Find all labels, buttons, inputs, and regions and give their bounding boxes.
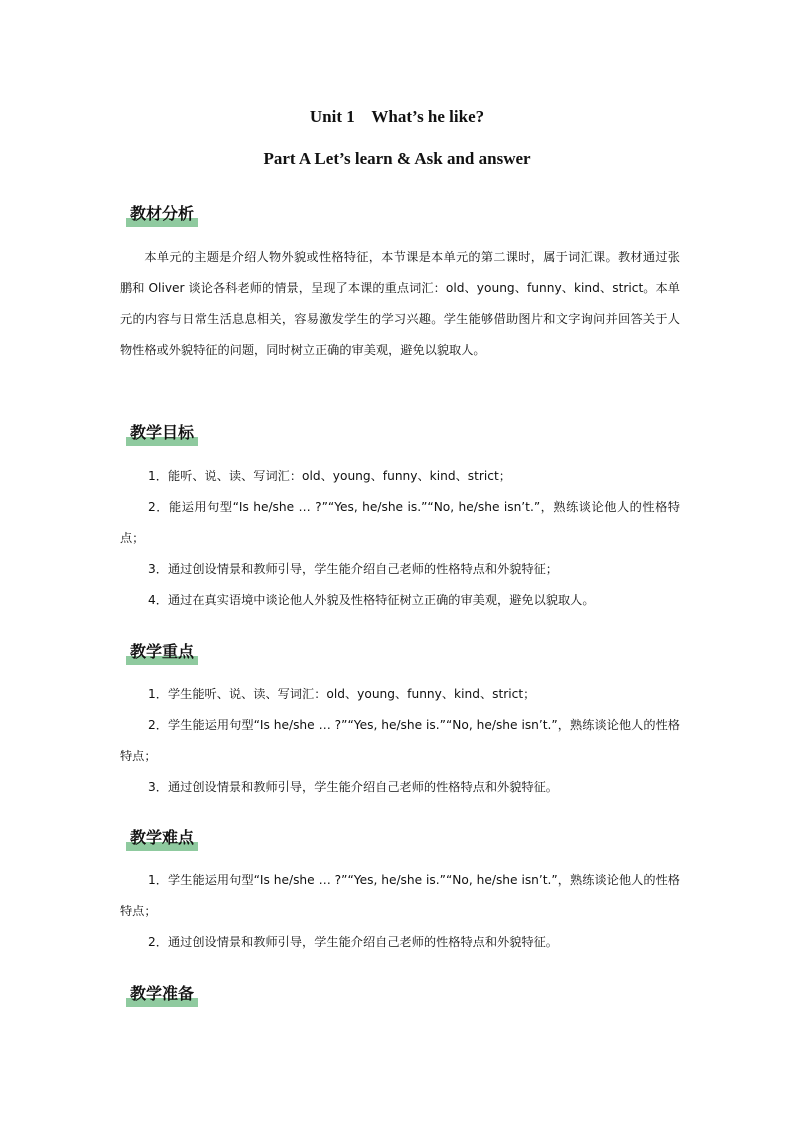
section-heading-difficulties: 教学难点	[126, 827, 198, 851]
objectives-list	[120, 461, 680, 616]
list-item: 3．通过创设情景和教师引导，学生能介绍自己老师的性格特点和外貌特征。	[148, 780, 558, 794]
document-title: Unit 1 What’s he like?	[309, 107, 485, 126]
key-points-list	[120, 679, 680, 803]
list-item: 1．学生能听、说、读、写词汇：old、young、funny、kind、strict；	[148, 687, 536, 701]
list-item: 1．学生能运用句型“Is he/she … ?”“Yes, he/she is.”“No, he/she isn’t.”，熟练谈论他人的性格特点；	[120, 873, 680, 918]
section-heading-analysis: 教材分析	[126, 203, 198, 227]
section-heading-key-points: 教学重点	[126, 641, 198, 665]
list-item: 1．能听、说、读、写词汇：old、young、funny、kind、strict；	[148, 469, 511, 483]
list-item: 3．通过创设情景和教师引导，学生能介绍自己老师的性格特点和外貌特征；	[148, 562, 558, 576]
list-item: 2．通过创设情景和教师引导，学生能介绍自己老师的性格特点和外貌特征。	[148, 935, 558, 949]
section-heading-objectives: 教学目标	[126, 422, 198, 446]
list-item: 2．能运用句型“Is he/she … ?”“Yes, he/she is.”“No, he/she isn’t.”，熟练谈论他人的性格特点；	[120, 500, 680, 545]
analysis-paragraph: 本单元的主题是介绍人物外貌或性格特征，本节课是本单元的第二课时，属于词汇课。教材通过张鹏和 Oliver 谈论各科老师的情景，呈现了本课的重点词汇：old、young、funny、kind、strict。本单元的内容与日常生活息息相关，容易激发学生的学习兴趣。学生能够借助图片和文字询问并回答关于人物性格或外貌特征的问题，同时树立正确的审美观，避免以貌取人。	[120, 250, 680, 357]
list-item: 2．学生能运用句型“Is he/she … ?”“Yes, he/she is.”“No, he/she isn’t.”，熟练谈论他人的性格特点；	[120, 718, 680, 763]
section-heading-preparation: 教学准备	[126, 983, 198, 1007]
document-subtitle: Part A Let’s learn & Ask and answer	[263, 149, 531, 168]
list-item: 4．通过在真实语境中谈论他人外貌及性格特征树立正确的审美观，避免以貌取人。	[148, 593, 595, 607]
difficulties-list	[120, 865, 680, 958]
